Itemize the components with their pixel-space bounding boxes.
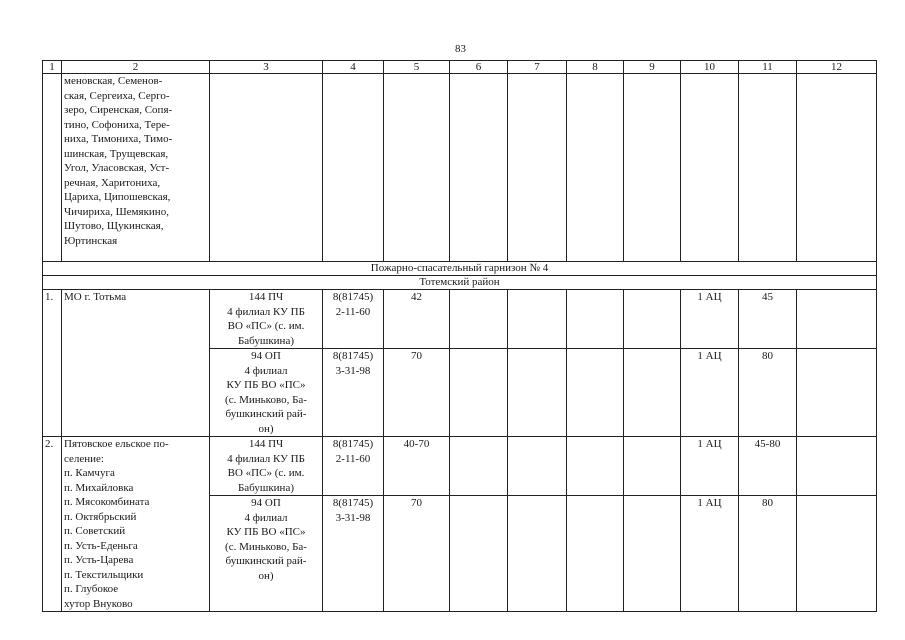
garrison-row (43, 262, 877, 276)
col-header-4: 4 (323, 61, 384, 74)
vehicle-value: 1 АЦ (681, 290, 739, 349)
table-row (43, 437, 877, 496)
fire-unit: 144 ПЧ 4 филиал КУ ПБ ВО «ПС» (с. им. Бабушкина) (210, 290, 323, 349)
page-number: 83 (455, 43, 466, 55)
col-header-2: 2 (62, 61, 210, 74)
vehicle-value: 1 АЦ (681, 437, 739, 496)
distance-value: 42 (384, 290, 450, 349)
col-header-11: 11 (739, 61, 797, 74)
distance-value: 70 (384, 496, 450, 612)
continuation-row (43, 74, 877, 262)
settlement-name: Пятовское ельское по- селение: п. Камчуга п. Михайловка п. Мясокомбината п. Октябрьский п. Советский п. Усть-Еденьга п. Усть-Царева п. Текстильщики п. Глубокое хутор Внуково (62, 437, 210, 612)
column-number-row (43, 61, 877, 74)
time-value: 80 (739, 496, 797, 612)
phone-number: 8(81745) 3-31-98 (323, 496, 384, 612)
settlement-name: МО г. Тотьма (62, 290, 210, 437)
col-header-12: 12 (797, 61, 877, 74)
distance-value: 40-70 (384, 437, 450, 496)
col-header-3: 3 (210, 61, 323, 74)
fire-garrison-table (42, 60, 877, 612)
time-value: 45-80 (739, 437, 797, 496)
vehicle-value: 1 АЦ (681, 349, 739, 437)
col-header-10: 10 (681, 61, 739, 74)
time-value: 45 (739, 290, 797, 349)
col-header-5: 5 (384, 61, 450, 74)
col-header-7: 7 (508, 61, 567, 74)
vehicle-value: 1 АЦ (681, 496, 739, 612)
district-title: Тотемский район (43, 276, 877, 290)
row-number: 1. (43, 290, 62, 437)
fire-unit: 94 ОП 4 филиал КУ ПБ ВО «ПС» (с. Миньково, Ба- бушкинский рай- он) (210, 349, 323, 437)
fire-unit: 144 ПЧ 4 филиал КУ ПБ ВО «ПС» (с. им. Бабушкина) (210, 437, 323, 496)
col-header-8: 8 (567, 61, 624, 74)
phone-number: 8(81745) 2-11-60 (323, 437, 384, 496)
settlement-list-continued: меновская, Семенов- ская, Сергеиха, Серго- зеро, Сиренская, Сопя- тино, Софониха, Тере- ниха, Тимониха, Тимо- шинская, Трущевская, Угол, Уласовская, Уст- речная, Харитониха, Цариха, Ципошевская, Чичириха, Шемякино, Шутово, Щукинская, Юртинская (62, 74, 210, 262)
table-row (43, 290, 877, 349)
col-header-1: 1 (43, 61, 62, 74)
phone-number: 8(81745) 2-11-60 (323, 290, 384, 349)
garrison-title: Пожарно-спасательный гарнизон № 4 (43, 262, 877, 276)
col-header-6: 6 (450, 61, 508, 74)
district-row (43, 276, 877, 290)
row-number: 2. (43, 437, 62, 612)
col-header-9: 9 (624, 61, 681, 74)
time-value: 80 (739, 349, 797, 437)
fire-unit: 94 ОП 4 филиал КУ ПБ ВО «ПС» (с. Миньково, Ба- бушкинский рай- он) (210, 496, 323, 612)
distance-value: 70 (384, 349, 450, 437)
phone-number: 8(81745) 3-31-98 (323, 349, 384, 437)
